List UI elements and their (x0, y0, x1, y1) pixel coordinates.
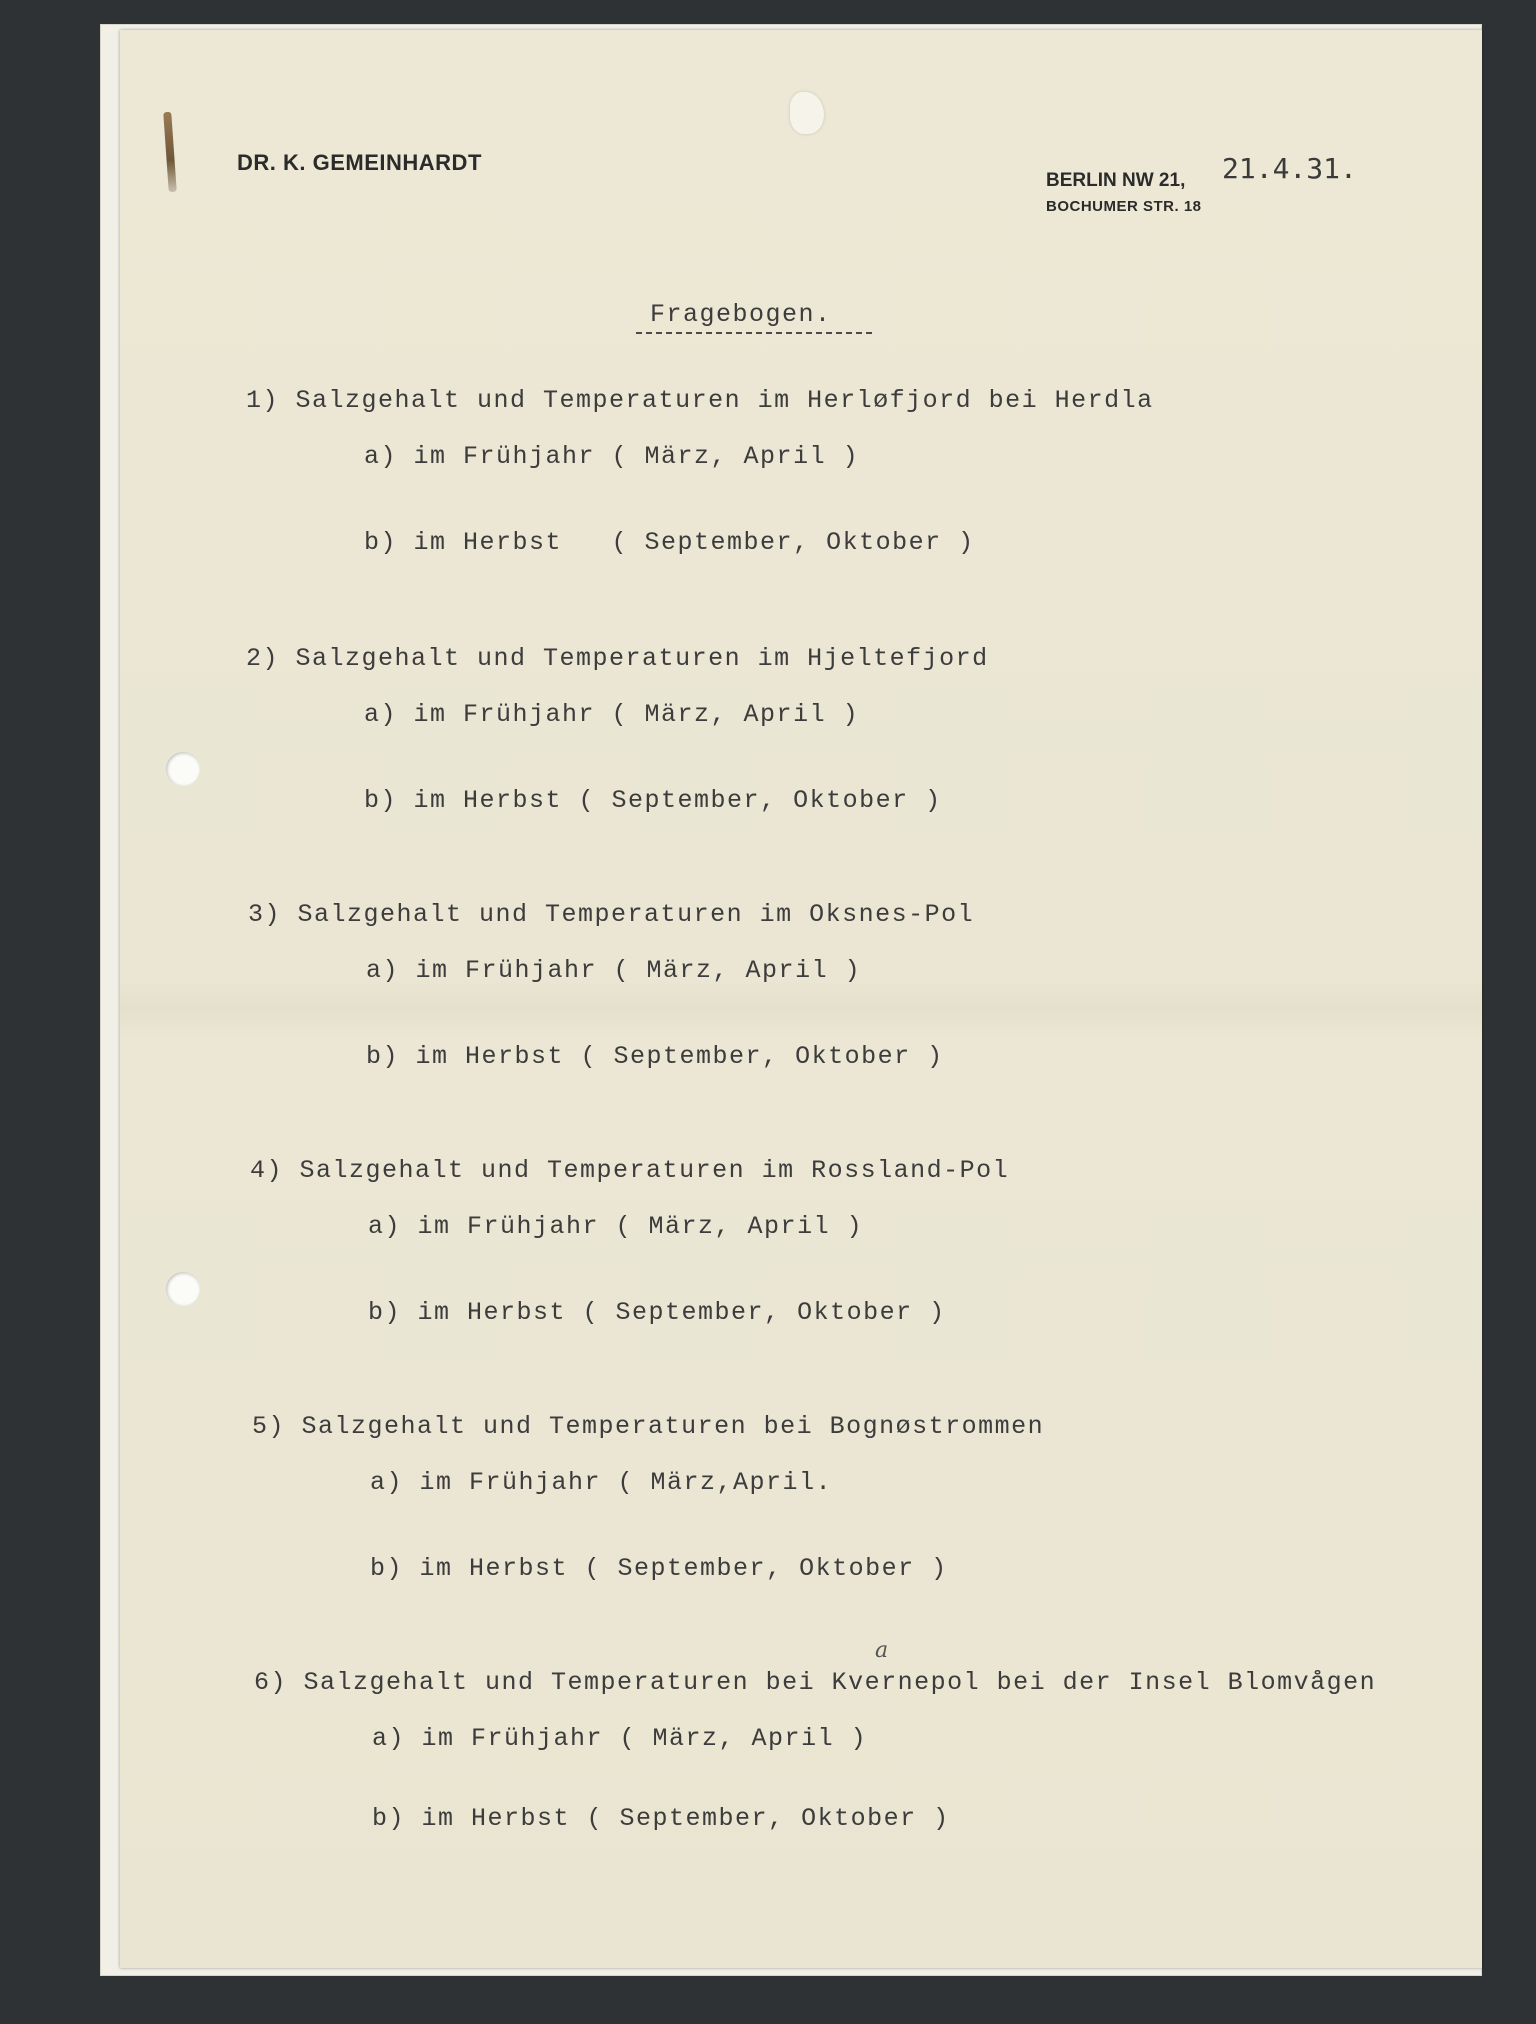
question-autumn-item: b) im Herbst ( September, Oktober ) (368, 1298, 946, 1327)
punch-hole-top (166, 752, 200, 786)
punch-hole-bottom (166, 1272, 200, 1306)
letter-date: 21.4.31. (1222, 152, 1357, 185)
question-heading: 4) Salzgehalt und Temperaturen im Rossland-Pol (250, 1156, 1010, 1185)
question-heading: 3) Salzgehalt und Temperaturen im Oksnes-Pol (248, 900, 975, 929)
question-spring-item: a) im Frühjahr ( März, April ) (364, 442, 860, 471)
question-autumn-item: b) im Herbst ( September, Oktober ) (364, 528, 975, 557)
letterhead-name: DR. K. GEMEINHARDT (237, 150, 482, 175)
question-spring-item: a) im Frühjahr ( März, April ) (366, 956, 862, 985)
question-spring-item: a) im Frühjahr ( März, April ) (372, 1724, 868, 1753)
question-spring-item: a) im Frühjahr ( März,April. (370, 1468, 833, 1497)
question-autumn-item: b) im Herbst ( September, Oktober ) (366, 1042, 944, 1071)
question-spring-item: a) im Frühjahr ( März, April ) (368, 1212, 864, 1241)
question-autumn-item: b) im Herbst ( September, Oktober ) (364, 786, 942, 815)
question-autumn-item: b) im Herbst ( September, Oktober ) (370, 1554, 948, 1583)
title-underline (636, 332, 872, 334)
question-heading: 1) Salzgehalt und Temperaturen im Herløfjord bei Herdla (246, 386, 1154, 415)
question-heading: 6) Salzgehalt und Temperaturen bei Kvernepol bei der Insel Blomvågen (254, 1668, 1377, 1697)
handwritten-correction: a (875, 1638, 889, 1663)
question-heading: 2) Salzgehalt und Temperaturen im Hjeltefjord (246, 644, 989, 673)
letterhead-address (1046, 170, 1202, 215)
document-title: Fragebogen. (650, 300, 832, 329)
question-spring-item: a) im Frühjahr ( März, April ) (364, 700, 860, 729)
question-heading: 5) Salzgehalt und Temperaturen bei Bognøstrommen (252, 1412, 1045, 1441)
address-city: BERLIN NW 21, (1046, 170, 1186, 191)
address-street: BOCHUMER STR. 18 (1046, 198, 1202, 215)
paper-tear (790, 92, 824, 134)
question-autumn-item: b) im Herbst ( September, Oktober ) (372, 1804, 950, 1833)
